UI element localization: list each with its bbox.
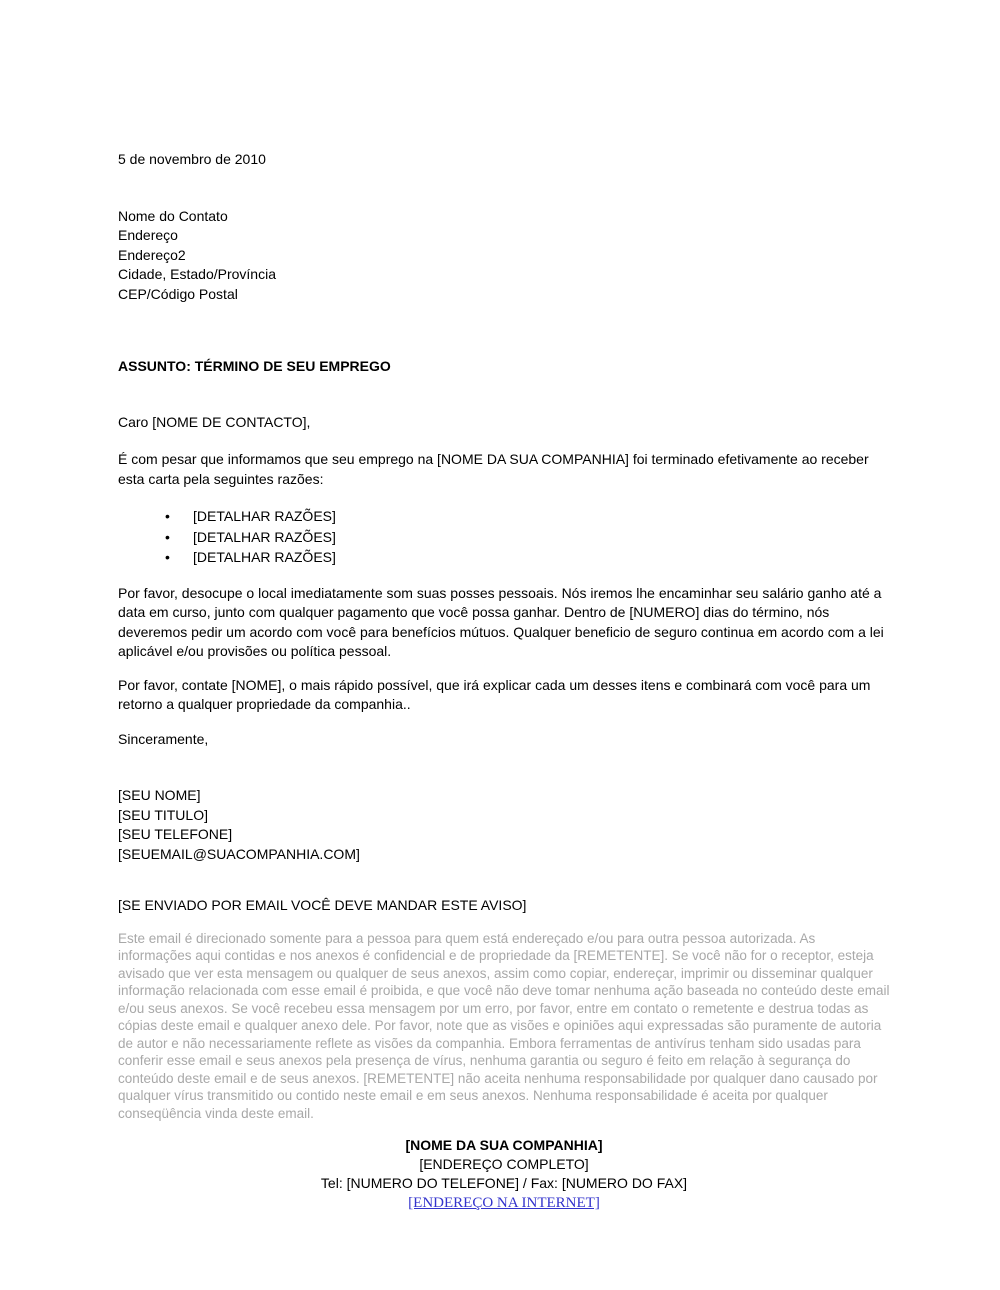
email-disclaimer: Este email é direcionado somente para a pessoa para quem está endereçado e/ou para outra pessoa autorizada. As informações aqui contidas e nos anexos é confidencial e de propriedade da [REMETENTE]. Se você não for o receptor, esteja avisado que ver esta mensagem ou qualquer de seus anexos, assim como copiar, endereçar, imprimir ou disseminar qualquer informação relacionada com esse email é proibida, e que você não deve tomar nenhuma ação baseada no conteúdo deste email e/ou seus anexos. Se você recebeu essa mensagem por um erro, por favor, entre em contato o remetente e destrua todas as cópias deste email e qualquer anexo dele. Por favor, note que as visões e opiniões aqui expressadas são puramente de autoria de autor e não necessariamente reflete as visões da companhia. Embora ferramentas de antivírus tenham sido usadas para conferir esse email e seus anexos pela presença de vírus, nenhuma garantia ou seguro é feito em relação à segurança do conteúdo deste email e de seus anexos. [REMETENTE] não aceita nenhuma responsabilidade por qualquer dano causado por qualquer vírus transmitido ou contido neste email e em seus anexos. Nenhuma responsabilidade é aceita por qualquer conseqüência vinda deste email.	[118, 930, 890, 1121]
recipient-address2: Endereço2	[118, 246, 186, 263]
body-paragraph-2: Por favor, contate [NOME], o mais rápido possível, que irá explicar cada um desses itens e combinará com você para um retorno a qualquer propriedade da companhia..	[118, 676, 871, 712]
recipient-address1: Endereço	[118, 227, 178, 243]
reasons-list	[118, 506, 890, 568]
recipient-city-state: Cidade, Estado/Província	[118, 266, 276, 282]
footer-tel-fax: Tel: [NUMERO DO TELEFONE] / Fax: [NUMERO DO FAX]	[320, 1175, 688, 1191]
signature-email: [SEUEMAIL@SUACOMPANHIA.COM]	[118, 845, 360, 862]
salutation: Caro [NOME DE CONTACTO],	[118, 413, 311, 430]
signature-phone: [SEU TELEFONE]	[118, 826, 233, 842]
signature-name: [SEU NOME]	[118, 787, 201, 803]
intro-paragraph: É com pesar que informamos que seu emprego na [NOME DA SUA COMPANHIA] foi terminado efetivamente ao receber esta carta pela seguintes razões:	[118, 451, 869, 487]
email-notice: [SE ENVIADO POR EMAIL VOCÊ DEVE MANDAR ESTE AVISO]	[118, 897, 527, 913]
footer-company-name: [NOME DA SUA COMPANHIA]	[405, 1137, 603, 1153]
letter-footer	[118, 1136, 890, 1213]
letter-date: 5 de novembro de 2010	[118, 151, 266, 167]
signature-title: [SEU TITULO]	[118, 806, 208, 823]
recipient-postal-code: CEP/Código Postal	[118, 285, 238, 302]
reason-item: • [DETALHAR RAZÕES]	[193, 547, 890, 568]
body-paragraph-1: Por favor, desocupe o local imediatamente som suas posses pessoais. Nós iremos lhe encaminhar seu salário ganho até a data em curso, junto com qualquer pagamento que você possa ganhar. Dentro de [NUMERO] dias do término, nós deveremos pedir um acordo com você para benefícios mútuos. Qualquer beneficio de seguro continua em acordo com a lei aplicável e/ou provisões ou política pessoal.	[118, 584, 884, 659]
letter-content	[118, 150, 890, 1213]
footer-address: [ENDEREÇO COMPLETO]	[419, 1156, 589, 1172]
subject-line: ASSUNTO: TÉRMINO DE SEU EMPREGO	[118, 358, 391, 374]
footer-website-link[interactable]: [ENDEREÇO NA INTERNET]	[408, 1195, 600, 1211]
signature-block	[118, 786, 890, 864]
reason-item: • [DETALHAR RAZÕES]	[193, 527, 890, 548]
closing-line: Sinceramente,	[118, 730, 209, 747]
reason-item: • [DETALHAR RAZÕES]	[193, 506, 890, 527]
recipient-name: Nome do Contato	[118, 207, 228, 224]
recipient-block	[118, 207, 890, 305]
